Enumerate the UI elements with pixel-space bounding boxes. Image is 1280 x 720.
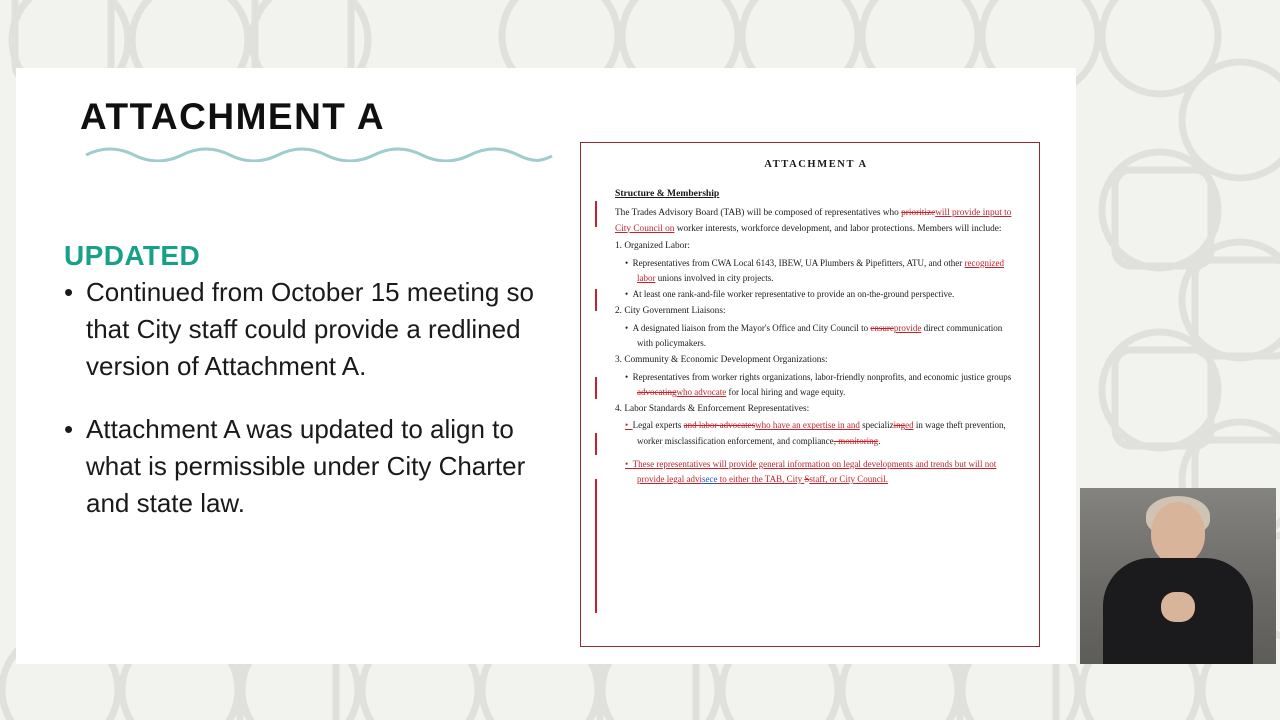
subitem-before: A designated liaison from the Mayor's Office and City Council to bbox=[632, 322, 871, 333]
document-section-number bbox=[615, 239, 1017, 255]
subitem-before: At least one rank-and-file worker representative to provide an on-the-ground perspective. bbox=[632, 288, 955, 299]
document-subitem bbox=[615, 256, 1017, 286]
subitem-inserted-blue: sece bbox=[701, 474, 718, 485]
document-subitem bbox=[615, 418, 1017, 448]
title-underline-squiggle bbox=[84, 146, 554, 162]
document-subitem bbox=[615, 321, 1017, 351]
section-number: 4. bbox=[615, 403, 622, 414]
page-title: ATTACHMENT A bbox=[80, 96, 386, 137]
subitem-after: direct communication with policymakers. bbox=[637, 322, 1003, 348]
section-title: City Government Liaisons: bbox=[624, 306, 726, 317]
document-intro-paragraph bbox=[615, 206, 1017, 237]
document-subitem bbox=[615, 457, 1017, 487]
document-section-number bbox=[615, 353, 1017, 369]
subitem-mid-deleted: ing bbox=[893, 420, 906, 431]
document-section-number bbox=[615, 304, 1017, 320]
subitem-before: Legal experts bbox=[632, 420, 684, 431]
section-title: Organized Labor: bbox=[624, 241, 690, 251]
subitem-tail-end: . bbox=[878, 435, 881, 446]
subitem-marker: • bbox=[625, 288, 633, 299]
subitem-inserted: who have an expertise in and bbox=[755, 420, 860, 431]
change-bar bbox=[595, 547, 597, 613]
slide-card bbox=[16, 68, 1076, 664]
subitem-deleted: advocating bbox=[637, 386, 677, 397]
subitem-inserted-text-2: to either the TAB, City bbox=[717, 474, 805, 485]
section-label-updated: UPDATED bbox=[64, 240, 201, 271]
presenter-video-overlay[interactable] bbox=[1080, 488, 1276, 664]
subitem-before: Representatives from worker rights organizations, labor-friendly nonprofits, and economic justice groups bbox=[632, 371, 1012, 382]
section-title: Labor Standards & Enforcement Representatives: bbox=[624, 403, 810, 414]
intro-inserted: will provide input to City Council on bbox=[615, 208, 1012, 234]
presenter-face bbox=[1151, 502, 1205, 564]
bullet-list bbox=[64, 274, 554, 548]
section-number: 2. bbox=[615, 306, 622, 317]
section-title: Community & Economic Development Organizations: bbox=[624, 355, 828, 366]
intro-deleted: prioritize bbox=[901, 208, 936, 218]
change-bar bbox=[595, 289, 597, 311]
document-page bbox=[581, 143, 1039, 498]
subitem-deleted: ensure bbox=[870, 322, 894, 333]
subitem-inserted-text: These representatives will provide general information on legal developments and trends but will not provide legal advi bbox=[632, 458, 997, 485]
subitem-tail-deleted: , monitoring bbox=[833, 435, 879, 446]
document-title: ATTACHMENT A bbox=[764, 159, 868, 170]
subitem-after: in wage theft prevention, worker misclassification enforcement, and compliance bbox=[637, 420, 1006, 446]
bullet-text: Continued from October 15 meeting so that City staff could provide a redlined version of Attachment A. bbox=[86, 277, 535, 381]
subitem-after: for local hiring and wage equity. bbox=[726, 386, 846, 397]
subitem-after: unions involved in city projects. bbox=[655, 272, 774, 283]
document-subitem bbox=[615, 287, 1017, 302]
intro-after: worker interests, workforce development, and labor protections. Members will include: bbox=[674, 223, 1002, 234]
subitem-before: Representatives from CWA Local 6143, IBEW, UA Plumbers & Pipefitters, ATU, and other bbox=[632, 257, 965, 268]
subitem-marker: • bbox=[625, 257, 633, 268]
list-item bbox=[64, 274, 554, 385]
change-bar bbox=[595, 433, 597, 455]
change-bar bbox=[595, 201, 597, 227]
section-number: 1. bbox=[615, 241, 622, 251]
subitem-inserted-text-3: staff, or City Council. bbox=[809, 474, 888, 485]
subitem-inserted: who advocate bbox=[676, 386, 727, 397]
subitem-deleted-char: S bbox=[804, 474, 810, 485]
presenter-hands bbox=[1161, 592, 1195, 622]
subitem-marker-inserted: • bbox=[625, 458, 633, 469]
document-preview bbox=[580, 142, 1040, 647]
document-subitem bbox=[615, 370, 1017, 400]
subitem-marker: • bbox=[625, 371, 633, 382]
subitem-mid-plain: specializ bbox=[859, 420, 894, 431]
bullet-marker-icon: • bbox=[64, 414, 74, 444]
intro-before: The Trades Advisory Board (TAB) will be composed of representatives who bbox=[615, 208, 902, 218]
document-section-number bbox=[615, 402, 1017, 418]
subitem-marker: • bbox=[625, 322, 633, 333]
subitem-deleted: and labor advocates bbox=[683, 420, 756, 431]
section-number: 3. bbox=[615, 355, 622, 366]
subitem-inserted: provide bbox=[893, 322, 922, 333]
change-bar bbox=[595, 479, 597, 555]
document-heading: Structure & Membership bbox=[615, 188, 720, 199]
change-bar bbox=[595, 377, 597, 399]
subitem-marker-inserted: • bbox=[625, 420, 633, 431]
bullet-text: Attachment A was updated to align to what is permissible under City Charter and state law. bbox=[86, 414, 526, 518]
list-item bbox=[64, 411, 554, 522]
subitem-inserted: recognized labor bbox=[637, 257, 1005, 283]
subitem-mid-inserted: ed bbox=[905, 420, 914, 431]
bullet-marker-icon: • bbox=[64, 277, 74, 307]
